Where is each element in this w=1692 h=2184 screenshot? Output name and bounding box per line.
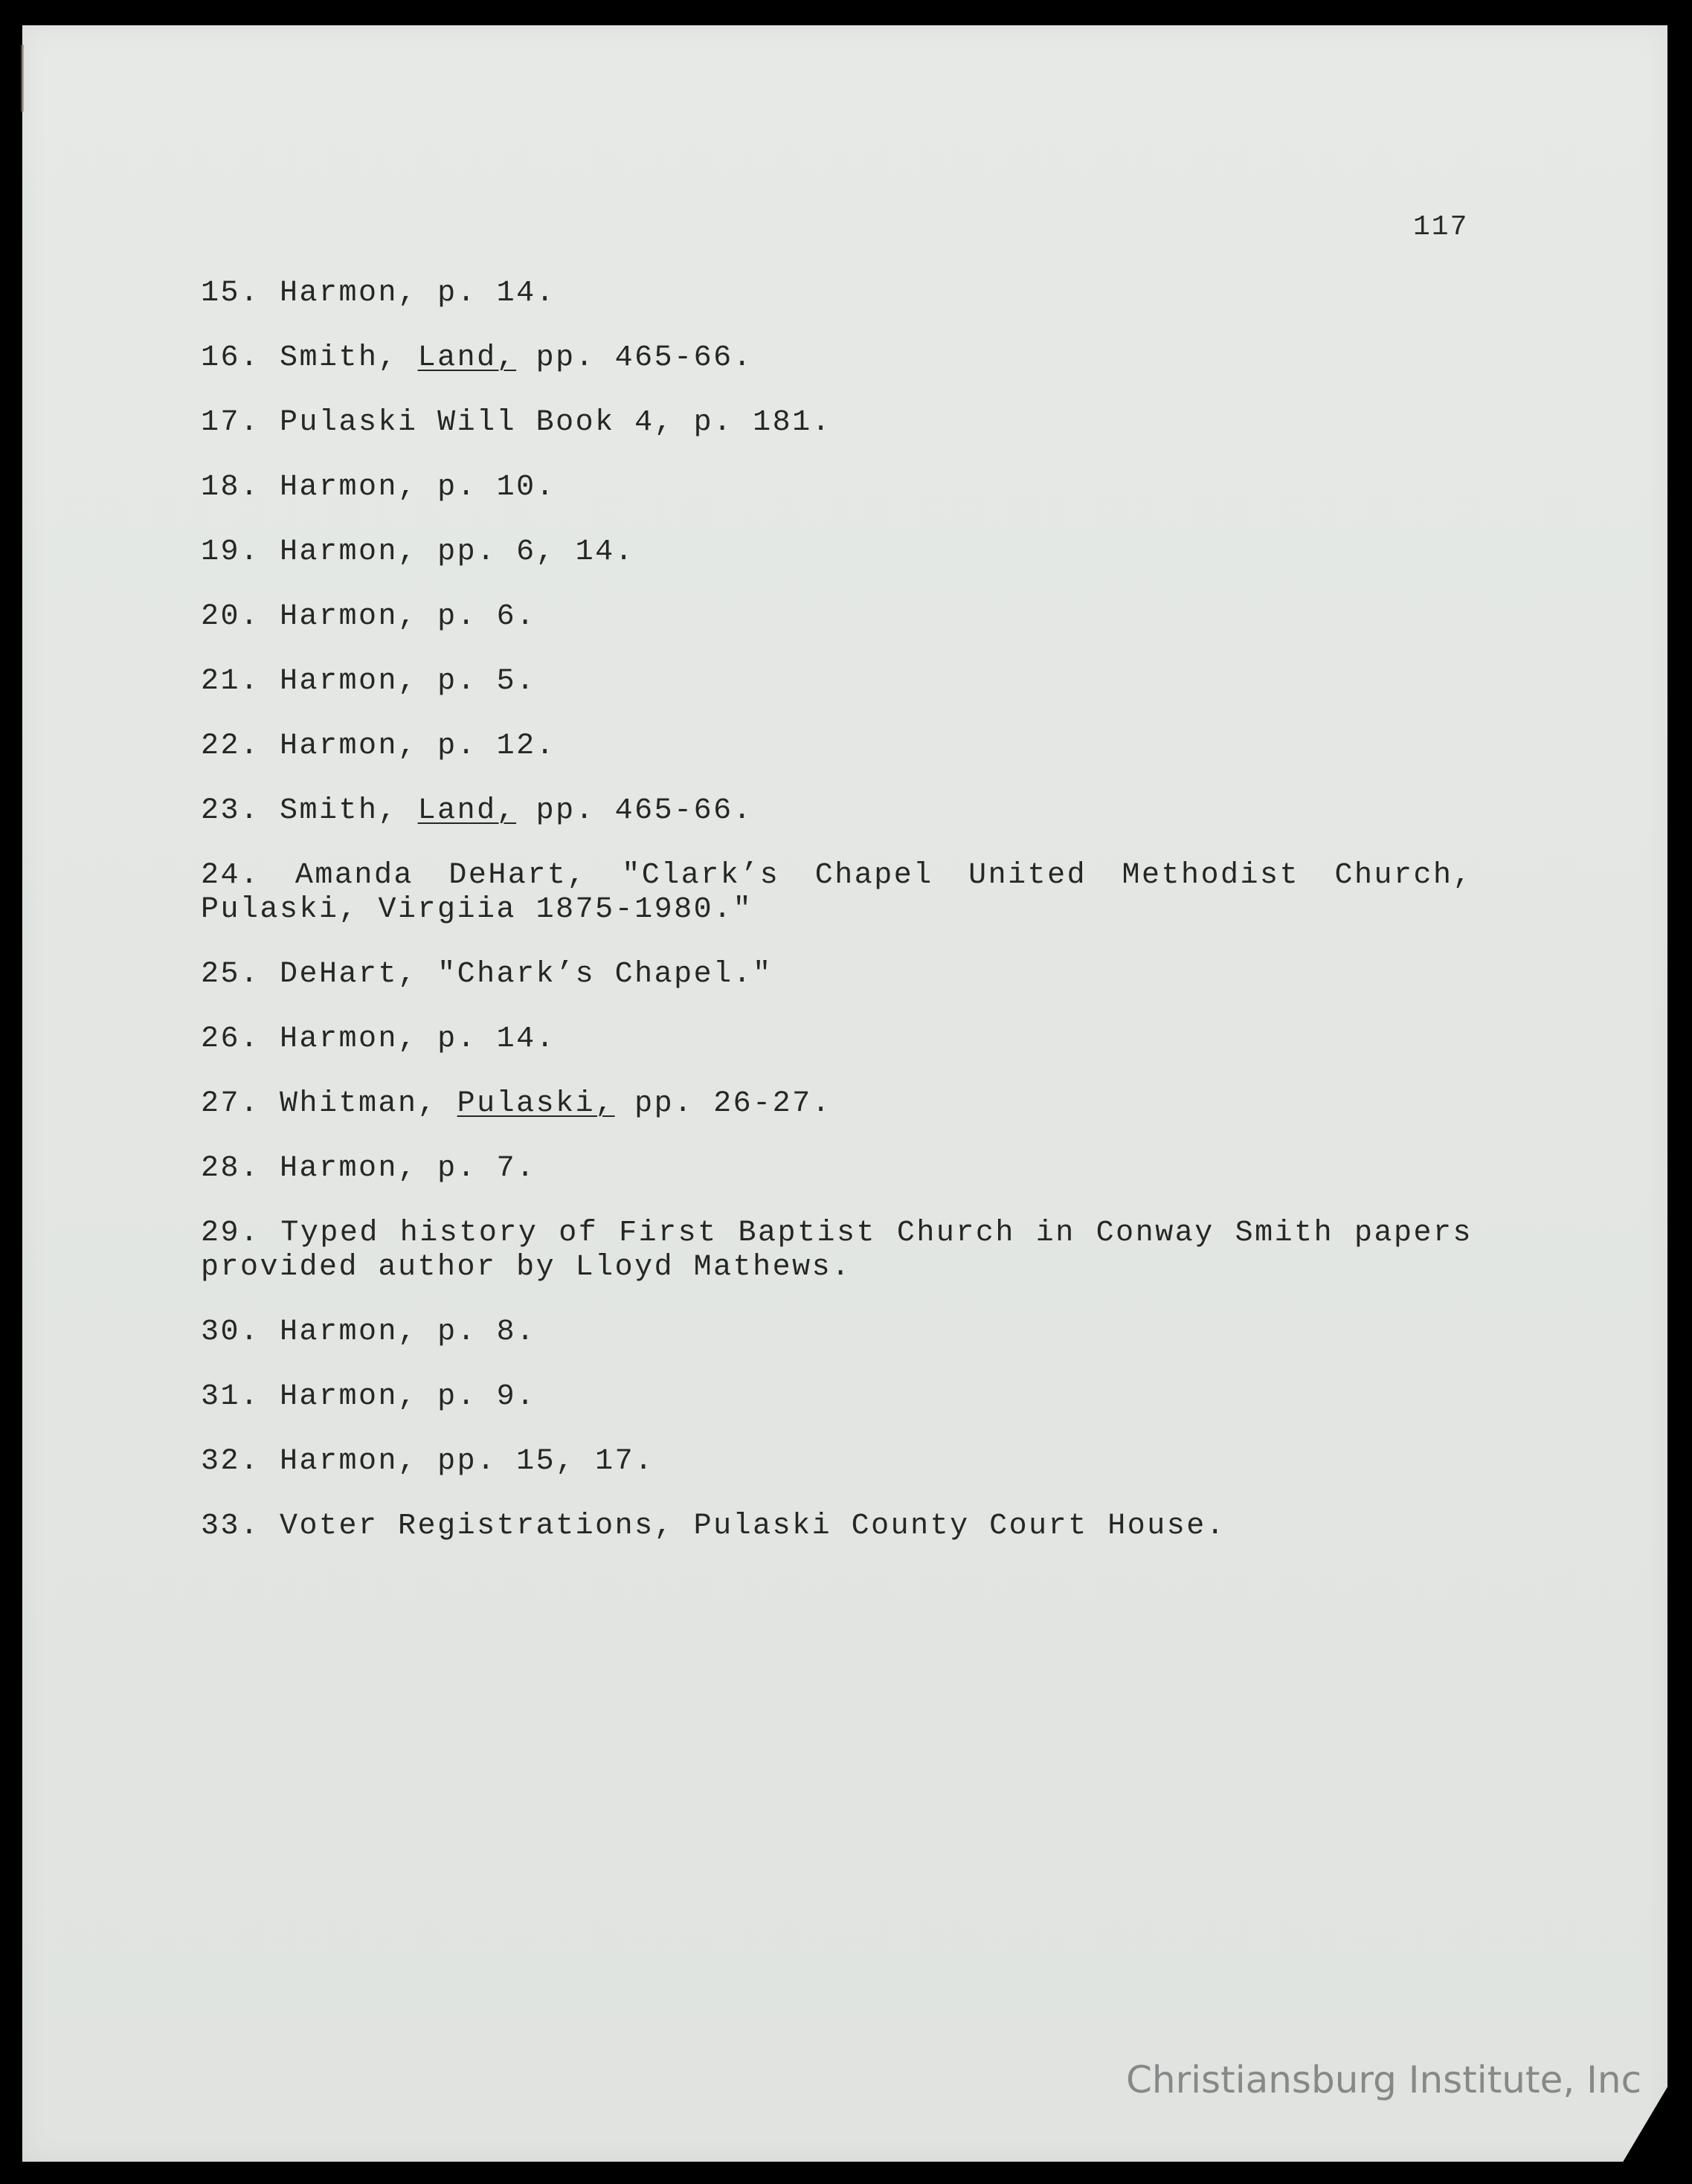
endnote-20 xyxy=(201,600,1473,634)
endnote-text-after: pp. 26-27. xyxy=(614,1087,832,1121)
endnote-25 xyxy=(201,958,1473,992)
endnote-30 xyxy=(201,1315,1473,1350)
endnote-number: 33. xyxy=(201,1510,260,1543)
endnote-number: 23. xyxy=(201,794,260,828)
endnote-title-underlined: Land, xyxy=(417,794,517,828)
endnote-text: Harmon, p. 12. xyxy=(280,729,556,763)
endnote-title-underlined: Pulaski, xyxy=(457,1087,615,1121)
endnote-text: Harmon, p. 6. xyxy=(280,600,536,634)
endnote-28 xyxy=(201,1152,1473,1186)
page-number: 117 xyxy=(1413,211,1469,243)
endnote-32 xyxy=(201,1445,1473,1479)
endnote-number: 30. xyxy=(201,1315,260,1349)
endnote-number: 16. xyxy=(201,341,260,375)
endnote-27 xyxy=(201,1087,1473,1121)
endnote-21 xyxy=(201,665,1473,699)
endnote-text: Smith, xyxy=(280,794,418,828)
endnote-text: Harmon, p. 5. xyxy=(280,665,536,698)
endnote-16 xyxy=(201,341,1473,376)
endnote-33 xyxy=(201,1510,1473,1544)
endnote-31 xyxy=(201,1380,1473,1414)
endnote-text: Harmon, p. 8. xyxy=(280,1315,536,1349)
endnote-number: 24. xyxy=(201,859,260,892)
endnote-number: 22. xyxy=(201,729,260,763)
endnote-text: Voter Registrations, Pulaski County Court House. xyxy=(280,1510,1226,1543)
endnote-number: 27. xyxy=(201,1087,260,1121)
endnote-26 xyxy=(201,1022,1473,1057)
endnote-number: 32. xyxy=(201,1445,260,1478)
endnote-text: Amanda DeHart, "Clark’s Chapel United Methodist Church, Pulaski, Virgiia 1875-1980." xyxy=(201,859,1493,927)
endnote-text: Harmon, p. 9. xyxy=(280,1380,536,1414)
endnote-text: DeHart, "Chark’s Chapel." xyxy=(280,958,773,991)
endnote-text: Harmon, p. 7. xyxy=(280,1152,536,1185)
endnote-text: Harmon, pp. 6, 14. xyxy=(280,535,635,569)
endnote-text: Harmon, p. 14. xyxy=(280,277,556,310)
endnote-number: 20. xyxy=(201,600,260,634)
endnotes-list xyxy=(201,277,1493,1574)
endnote-29 xyxy=(201,1217,1493,1285)
watermark: Christiansburg Institute, Inc xyxy=(1126,2058,1642,2101)
endnote-19 xyxy=(201,535,1473,570)
endnote-number: 28. xyxy=(201,1152,260,1185)
endnote-number: 31. xyxy=(201,1380,260,1414)
endnote-text: Smith, xyxy=(280,341,418,375)
endnote-number: 26. xyxy=(201,1022,260,1056)
endnote-text: Whitman, xyxy=(280,1087,457,1121)
endnote-text: Harmon, p. 14. xyxy=(280,1022,556,1056)
endnote-text: Typed history of First Baptist Church in Conway Smith papers provided author by Lloyd Mathews. xyxy=(201,1217,1493,1284)
endnote-24 xyxy=(201,859,1493,927)
paper-edge-mark xyxy=(21,45,24,112)
endnote-number: 17. xyxy=(201,406,260,439)
endnote-number: 29. xyxy=(201,1217,260,1250)
endnote-number: 21. xyxy=(201,665,260,698)
endnote-17 xyxy=(201,406,1473,440)
endnote-text: Pulaski Will Book 4, p. 181. xyxy=(280,406,832,439)
endnote-number: 19. xyxy=(201,535,260,569)
endnote-text: Harmon, p. 10. xyxy=(280,471,556,504)
endnote-15 xyxy=(201,277,1473,311)
endnote-text-after: pp. 465-66. xyxy=(516,794,753,828)
endnote-18 xyxy=(201,471,1473,505)
endnote-22 xyxy=(201,729,1473,764)
endnote-number: 25. xyxy=(201,958,260,991)
endnote-text: Harmon, pp. 15, 17. xyxy=(280,1445,654,1478)
endnote-number: 18. xyxy=(201,471,260,504)
endnote-number: 15. xyxy=(201,277,260,310)
endnote-23 xyxy=(201,794,1473,828)
endnote-title-underlined: Land, xyxy=(417,341,517,375)
endnote-text-after: pp. 465-66. xyxy=(516,341,753,375)
